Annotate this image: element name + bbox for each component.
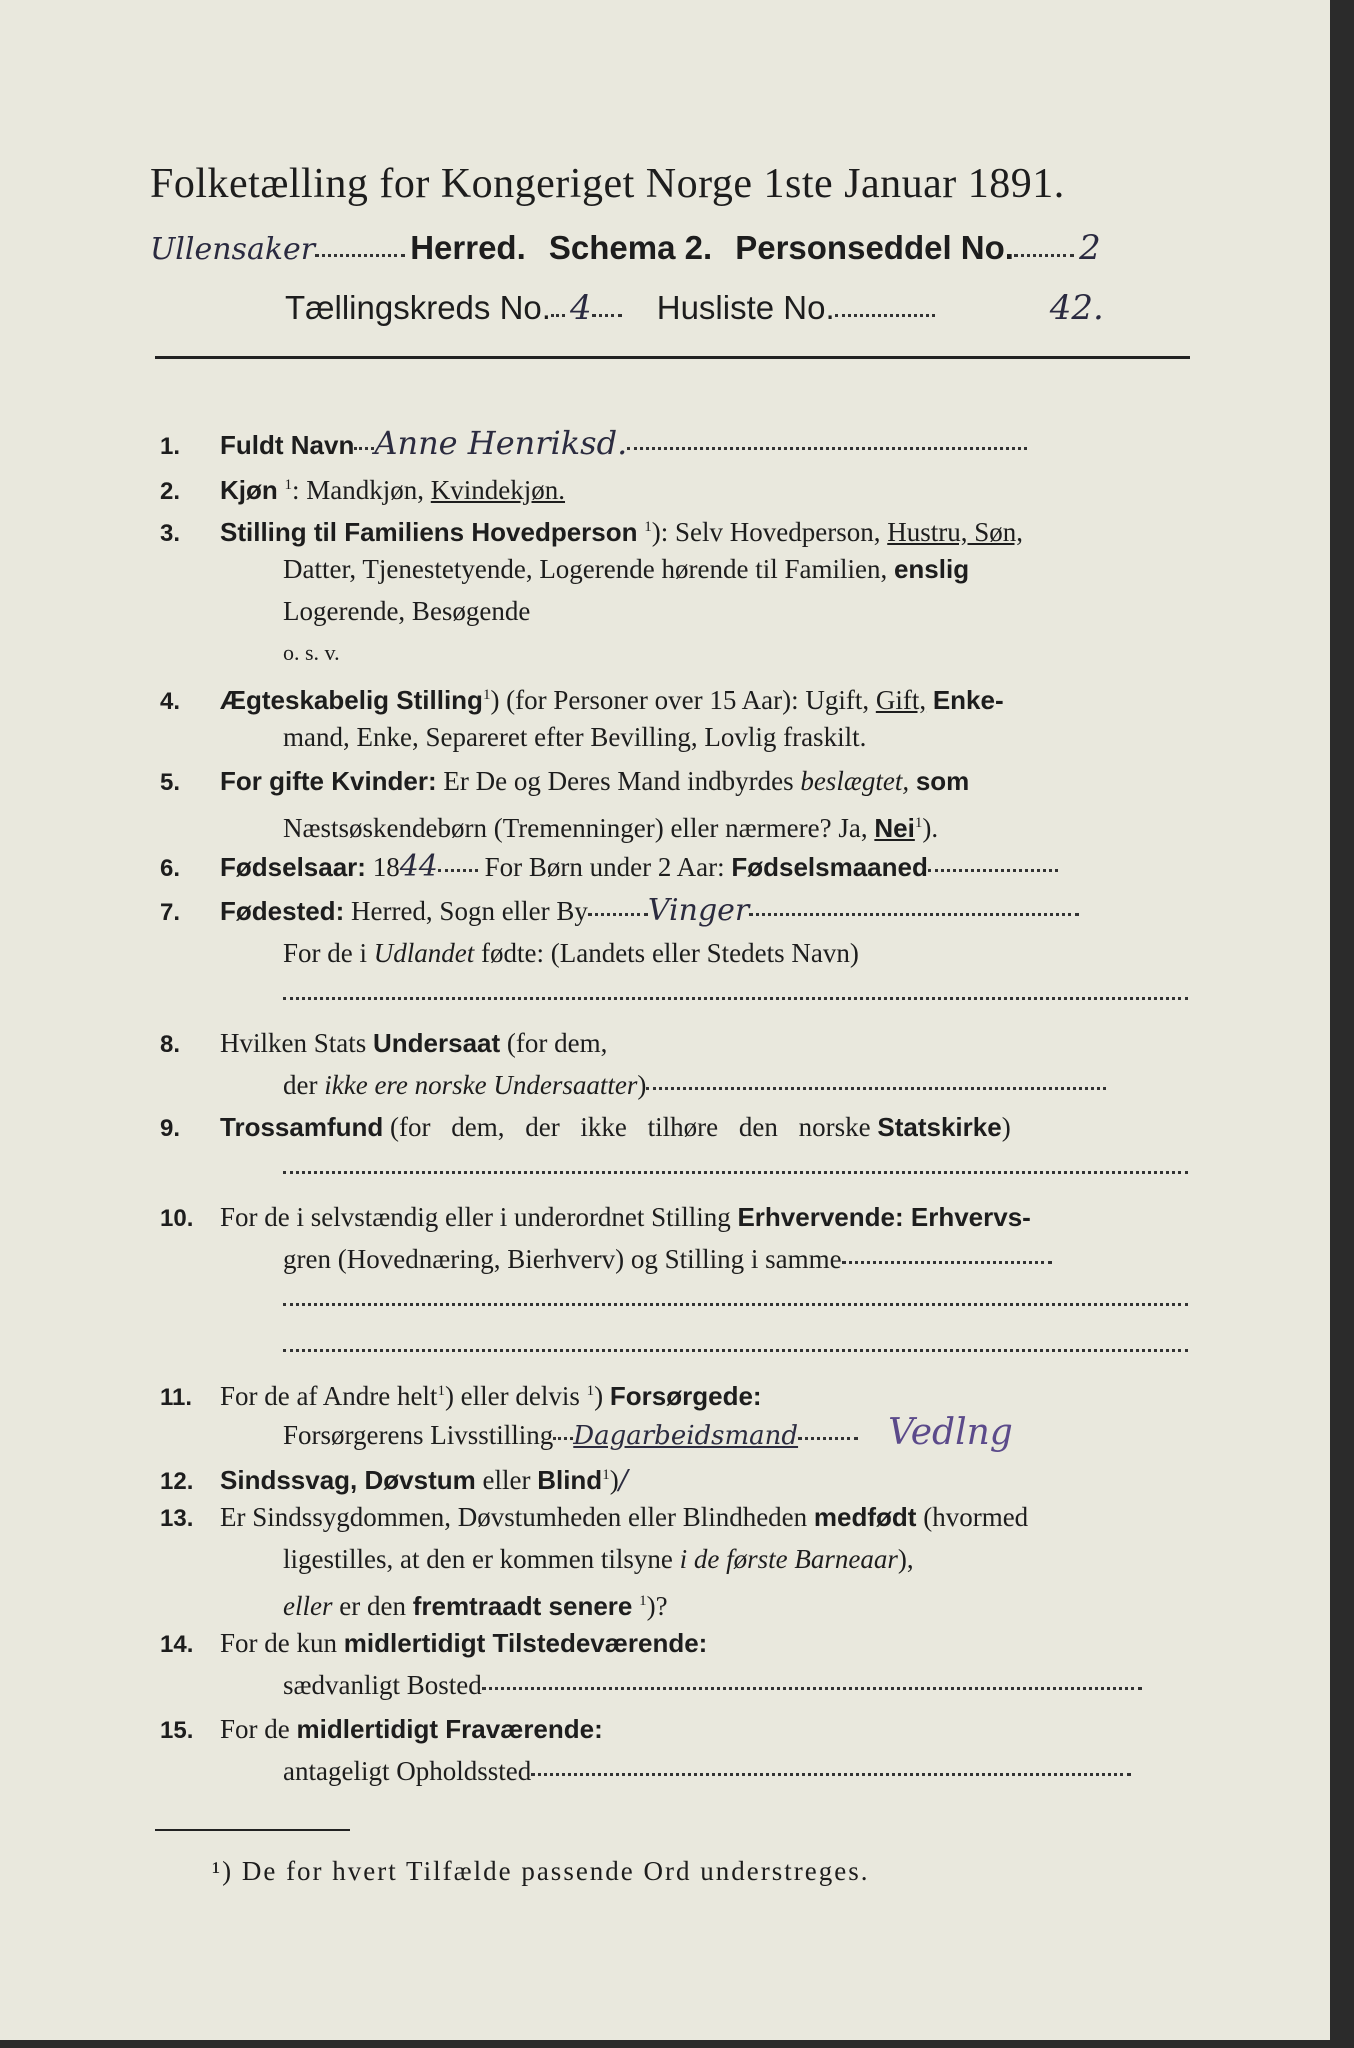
item-1 xyxy=(160,422,1027,468)
item-text: der xyxy=(283,1070,318,1100)
item-number: 14. xyxy=(160,1631,194,1658)
item-text: ) eller delvis xyxy=(444,1381,580,1411)
item-text: eller xyxy=(482,1465,531,1495)
kreds-value: 4 xyxy=(570,288,592,328)
item-label: Ægteskabelig Stilling xyxy=(220,685,483,715)
item-10-blank-line-1 xyxy=(283,1302,1188,1306)
item-14-line-2 xyxy=(283,1664,1142,1706)
item-bold: Enke- xyxy=(932,685,1004,715)
item-bold: Blind xyxy=(537,1465,603,1495)
footnote-mark: 1 xyxy=(644,519,652,535)
item-bold: Fødselsmaaned xyxy=(731,852,928,882)
item-text: Er De og Deres Mand indbyrdes xyxy=(443,766,794,796)
item-3-line-2 xyxy=(283,548,969,590)
item-text: (for dem, xyxy=(506,1028,608,1058)
husliste-label: Husliste No. xyxy=(656,289,835,326)
item-10-blank-line-2 xyxy=(283,1348,1188,1352)
item-text: ligestilles, at den er kommen tilsyne xyxy=(283,1544,673,1574)
item-text: For de kun xyxy=(220,1628,337,1658)
item-6 xyxy=(160,846,1058,890)
item-number: 13. xyxy=(160,1505,194,1532)
item-text: : Mandkjøn, xyxy=(292,475,425,505)
birth-year-value: 44 xyxy=(399,849,438,884)
selected-option: Hustru, Søn, xyxy=(887,517,1023,547)
item-9: 9. Trossamfund (for dem, der ikke tilhøre den norske Statskirke) xyxy=(160,1106,1011,1150)
item-text: gren (Hovednæring, Bierhverv) og Stilling i samme xyxy=(283,1244,842,1274)
schema-label: Schema 2. xyxy=(548,229,713,266)
header-line-1 xyxy=(150,228,1101,268)
full-name-value: Anne Henriksd. xyxy=(374,424,628,462)
item-label: Hvilken Stats xyxy=(220,1028,367,1058)
item-8 xyxy=(160,1022,607,1066)
selected-option: Kvindekjøn. xyxy=(430,475,566,505)
item-italic: i de første Barneaar xyxy=(679,1544,898,1574)
item-5 xyxy=(160,760,969,804)
item-number: 6. xyxy=(160,855,181,882)
item-3-line-3: Logerende, Besøgende xyxy=(283,596,531,626)
item-italic: Udlandet xyxy=(373,938,475,968)
item-number: 15. xyxy=(160,1717,194,1744)
selected-option: Gift, xyxy=(875,685,927,715)
item-label: Fødselsaar: xyxy=(220,852,366,882)
item-3-line-4: o. s. v. xyxy=(283,640,340,665)
provider-occupation-value: Dagarbeidsmand xyxy=(573,1421,799,1451)
item-number: 5. xyxy=(160,769,181,796)
kreds-label: Tællingskreds No. xyxy=(285,289,551,326)
item-13-line-2: ligestilles, at den er kommen tilsyne i de første Barneaar), xyxy=(283,1544,914,1574)
provider-place-value: Vedlng xyxy=(888,1412,1013,1453)
footnote-mark: 1 xyxy=(482,687,491,703)
item-9-blank-line xyxy=(283,1170,1188,1174)
item-text: ): Selv Hovedperson, xyxy=(651,517,881,547)
item-number: 3. xyxy=(160,520,181,547)
footnote-mark: 1 xyxy=(284,477,293,493)
item-text: (for dem, der ikke tilhøre den norske xyxy=(390,1112,871,1142)
item-12: 12. Sindssvag, Døvstum eller Blind$^1$)/ xyxy=(160,1454,628,1503)
item-15-line-2 xyxy=(283,1750,1131,1792)
item-7 xyxy=(160,890,1079,934)
personseddel-value: 2 xyxy=(1079,228,1101,268)
header-rule xyxy=(155,356,1190,359)
item-8-line-2: der ikke ere norske Undersaatter) xyxy=(283,1064,1106,1106)
item-10-line-2 xyxy=(283,1238,1052,1280)
item-label: Trossamfund xyxy=(220,1112,384,1142)
item-text: For de i selvstændig eller i underordnet Stilling xyxy=(220,1202,731,1232)
footnote-rule xyxy=(155,1829,350,1831)
item-bold: Erhvervende: Erhvervs- xyxy=(737,1202,1031,1232)
year-prefix: 18 xyxy=(372,852,400,882)
item-bold: enslig xyxy=(893,554,970,584)
item-7-line-2 xyxy=(283,932,859,974)
item-number: 12. xyxy=(160,1468,194,1495)
item-text: antageligt Opholdssted xyxy=(283,1756,532,1786)
header-line-2 xyxy=(285,288,1104,328)
item-italic: eller xyxy=(283,1591,333,1621)
item-text: er den xyxy=(339,1591,406,1621)
item-11: 11. For de af Andre helt$^1$) eller delvis $^1$) Forsørgede: xyxy=(160,1370,762,1419)
item-10 xyxy=(160,1196,1031,1240)
item-italic: beslægtet, xyxy=(800,766,910,796)
item-label: Stilling til Familiens Hovedperson xyxy=(220,517,638,547)
item-label: Fuldt Navn xyxy=(220,430,355,460)
item-11-line-2 xyxy=(283,1412,1013,1457)
item-bold: midlertidigt Tilstedeværende: xyxy=(343,1628,708,1658)
item-bold: som xyxy=(915,766,970,796)
item-13-line-3: eller er den fremtraadt senere $^1$)? xyxy=(283,1591,668,1621)
item-number: 1. xyxy=(160,433,181,460)
personseddel-label: Personseddel No. xyxy=(735,229,1014,266)
form-title: Folketælling for Kongeriget Norge 1ste Januar 1891. xyxy=(150,161,1065,207)
item-number: 4. xyxy=(160,688,181,715)
item-label: Kjøn xyxy=(220,475,278,505)
item-text: Datter, Tjenestetyende, Logerende hørende til Familien, xyxy=(283,554,888,584)
item-text: (hvormed xyxy=(923,1502,1029,1532)
item-bold: Forsørgede: xyxy=(609,1381,762,1411)
item-number: 8. xyxy=(160,1031,181,1058)
herred-value: Ullensaker xyxy=(150,232,316,267)
item-label: Fødested: xyxy=(220,896,345,926)
item-15 xyxy=(160,1708,603,1752)
item-text: Næstsøskendebørn (Tremenninger) eller nærmere? Ja, xyxy=(283,813,868,843)
item-7-blank-line xyxy=(283,996,1188,1000)
selected-option: Nei xyxy=(874,813,915,843)
item-number: 7. xyxy=(160,899,181,926)
item-text: For de af Andre helt xyxy=(220,1381,438,1411)
item-13 xyxy=(160,1496,1028,1540)
item-bold: medfødt xyxy=(813,1502,917,1532)
item-text: For de xyxy=(220,1714,290,1744)
item-text: fødte: (Landets eller Stedets Navn) xyxy=(481,938,859,968)
herred-label: Herred. xyxy=(410,229,526,266)
husliste-value: 42. xyxy=(1049,288,1104,328)
footnote: ¹) De for hvert Tilfælde passende Ord understreges. xyxy=(212,1856,870,1886)
item-bold: Statskirke xyxy=(877,1112,1002,1142)
item-bold: midlertidigt Fraværende: xyxy=(296,1714,603,1744)
item-number: 10. xyxy=(160,1205,194,1232)
item-number: 2. xyxy=(160,478,181,505)
item-italic: ikke ere norske Undersaatter xyxy=(324,1070,638,1100)
item-number: 9. xyxy=(160,1115,181,1142)
item-text: sædvanligt Bosted xyxy=(283,1670,482,1700)
item-text: ) (for Personer over 15 Aar): Ugift, xyxy=(490,685,870,715)
birthplace-value: Vinger xyxy=(647,893,750,928)
item-text: Er Sindssygdommen, Døvstumheden eller Blindheden xyxy=(220,1502,808,1532)
item-bold: fremtraadt senere xyxy=(412,1591,633,1621)
item-text: Forsørgerens Livsstilling xyxy=(283,1420,554,1450)
item-label: For gifte Kvinder: xyxy=(220,766,437,796)
item-bold: Undersaat xyxy=(373,1028,501,1058)
item-14 xyxy=(160,1622,707,1666)
item-text: For Børn under 2 Aar: xyxy=(484,852,725,882)
item-number: 11. xyxy=(160,1384,193,1411)
item-label: Sindssvag, Døvstum xyxy=(220,1465,476,1495)
item-4-line-2: mand, Enke, Separeret efter Bevilling, Lovlig fraskilt. xyxy=(283,722,867,752)
item-5-line-2: Næstsøskendebørn (Tremenninger) eller nærmere? Ja, Nei$^1$). xyxy=(283,813,939,843)
item-text: For de i xyxy=(283,938,367,968)
item-text: Herred, Sogn eller By xyxy=(350,896,588,926)
